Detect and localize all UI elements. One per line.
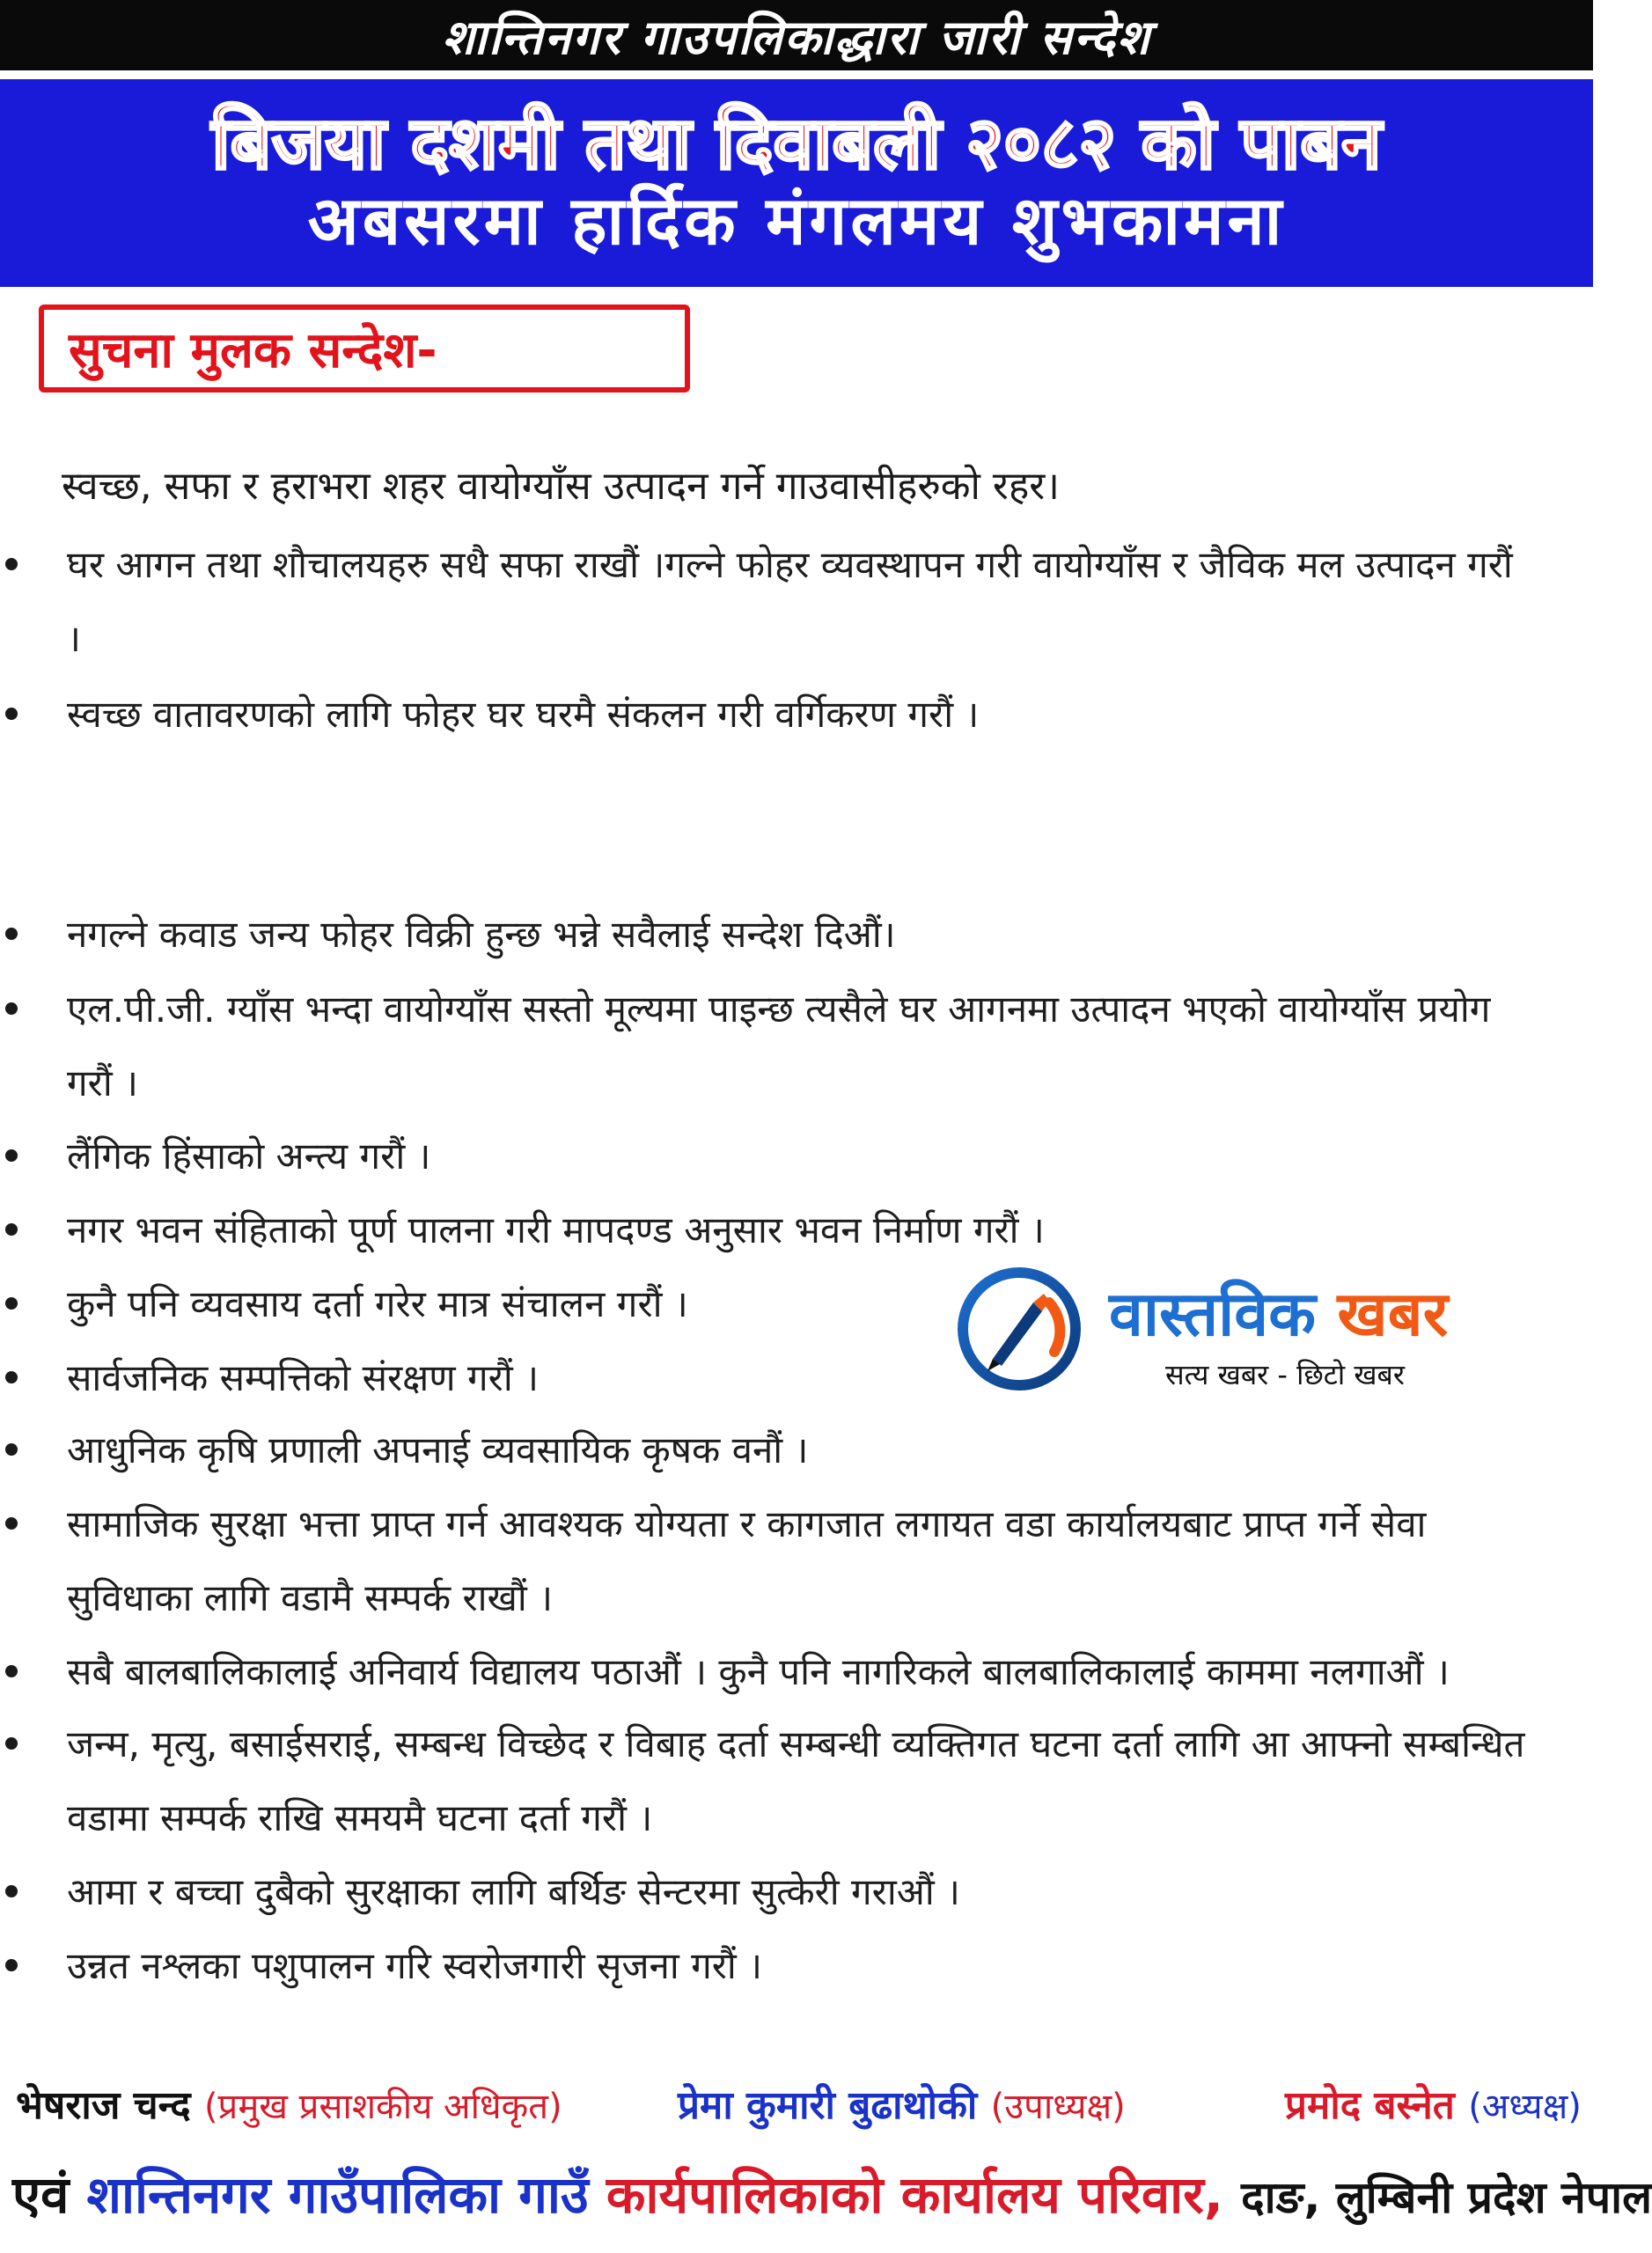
signatory-cao: [16, 2077, 562, 2130]
bullet-dot-icon: [5, 1223, 18, 1236]
bullet-dot-icon: [5, 1517, 18, 1530]
greeting-banner: [0, 79, 1593, 287]
logo-title: वास्तविक खबर: [1109, 1278, 1449, 1350]
signatory-role: (अध्यक्ष): [1468, 2087, 1582, 2127]
vastavik-khabar-logo: [958, 1267, 1538, 1399]
signatory-chair: [1285, 2077, 1582, 2130]
bullet-dot-icon: [5, 1443, 18, 1456]
signatory-vice-chair: [678, 2077, 1126, 2130]
bullet-dot-icon: [5, 928, 18, 940]
notice-heading: सुचना मुलक सन्देश-: [69, 322, 437, 379]
signatory-role: (उपाध्यक्ष): [990, 2087, 1126, 2127]
signatory-name: प्रेमा कुमारी बुढाथोकी: [678, 2083, 978, 2128]
signatory-name: भेषराज चन्द: [16, 2083, 191, 2128]
logo-tagline: सत्य खबर - छिटो खबर: [1165, 1358, 1405, 1391]
bullet-dot-icon: [5, 1885, 18, 1897]
bullet-dot-icon: [5, 1297, 18, 1310]
signatory-name: प्रमोद बस्नेत: [1285, 2083, 1455, 2128]
notice-heading-box: [39, 305, 690, 393]
signatories: [0, 2059, 1593, 2147]
bullet-dot-icon: [5, 1959, 18, 1971]
bullet-dot-icon: [5, 1371, 18, 1383]
banner-line-2: अबसरमा हार्दिक मंगलमय शुभकामना: [307, 181, 1286, 261]
pen-in-circle-icon: [958, 1267, 1081, 1391]
bullet-dot-icon: [5, 1665, 18, 1677]
issuer-line: शान्तिनगर गाउपलिकाद्धारा जारी सन्देश: [442, 9, 1151, 65]
bullet-dot-icon: [5, 1149, 18, 1162]
banner-line-1: बिजया दशमी तथा दिवाबली २०८२ को पाबन: [211, 102, 1382, 187]
bullet-dot-icon: [5, 1002, 18, 1015]
signatory-role: (प्रमुख प्रसाशकीय अधिकृत): [203, 2087, 562, 2127]
bullet-dot-icon: [5, 1737, 18, 1750]
footer-line: एवं शान्तिनगर गाउँपालिका गाउँ कार्यपालिकाको कार्यालय परिवार, दाङ, लुम्बिनी प्रदेश नेपाल: [12, 2165, 1652, 2225]
header-bar: [0, 0, 1593, 70]
bullet-dot-icon: [5, 558, 18, 570]
intro-line: स्वच्छ, सफा र हराभरा शहर वायोग्याँस उत्पादन गर्ने गाउवासीहरुको रहर।: [62, 464, 1060, 509]
bullet-dot-icon: [5, 708, 18, 720]
